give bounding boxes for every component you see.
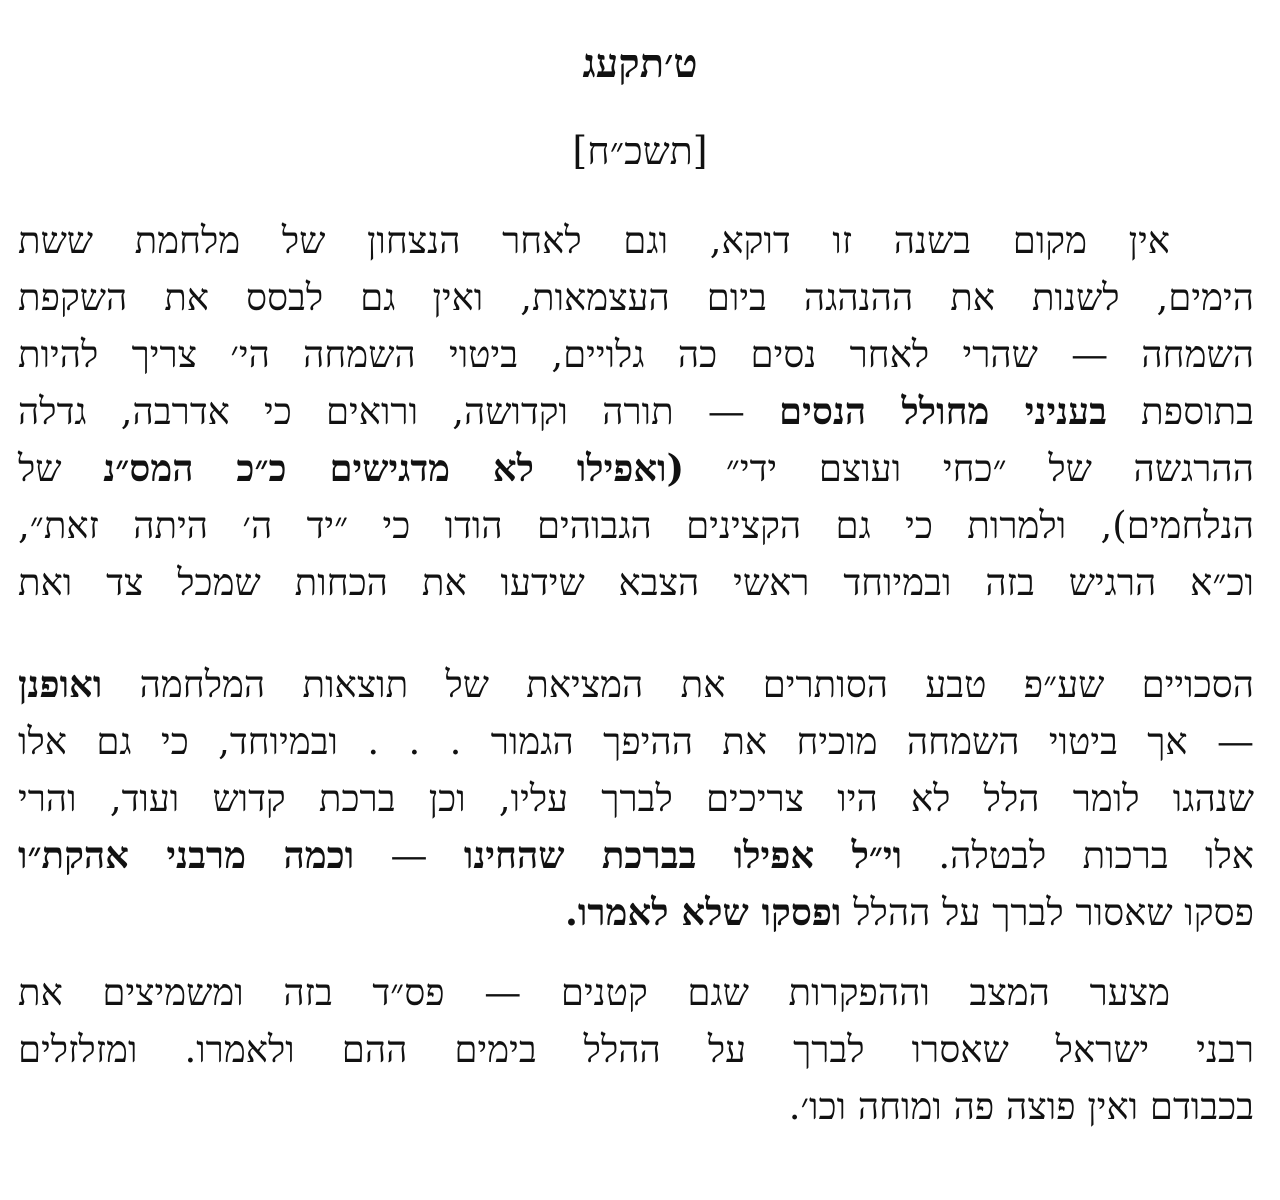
text-run: אלו ברכות לבטלה. xyxy=(902,834,1254,877)
text-line xyxy=(18,964,1254,1021)
text-run: שנהגו לומר הלל לא היו צריכים לברך עליו, וכן ברכת קדוש ועוד, והרי xyxy=(18,777,1254,820)
text-line xyxy=(18,884,1254,941)
text-run: ההרגשה של ״כחי ועוצם ידי״ xyxy=(684,447,1254,490)
text-line xyxy=(18,383,1254,440)
bold-text-run: וי״ל אפילו בברכת שהחינו xyxy=(463,833,903,877)
text-run: וכ״א הרגיש בזה ובמיוחד ראשי הצבא שידעו את הכחות שמכל צד ואת xyxy=(18,561,1254,604)
text-line xyxy=(18,326,1254,383)
text-run: פסקו שאסור לברך על ההלל xyxy=(841,891,1254,934)
paragraph-2 xyxy=(18,656,1254,941)
paragraph-1 xyxy=(18,212,1254,611)
text-line xyxy=(18,440,1254,497)
text-run: — אך ביטוי השמחה מוכיח את ההיפך הגמור . . . ובמיוחד, כי גם אלו xyxy=(18,720,1254,763)
bold-text-run: וכמה מרבני אהקת״ו xyxy=(18,833,355,877)
text-run: מצער המצב וההפקרות שגם קטנים — פס״ד בזה ומשמיצים את xyxy=(18,971,1170,1014)
text-run: אין מקום בשנה זו דוקא, וגם לאחר הנצחון של מלחמת ששת xyxy=(18,219,1170,262)
text-line xyxy=(18,212,1254,269)
text-line xyxy=(18,497,1254,554)
bold-text-run: (ואפילו לא מדגישים כ״כ המס״נ xyxy=(103,446,685,490)
bold-text-run: ופסקו שלא לאמרו. xyxy=(565,890,842,934)
text-line xyxy=(18,269,1254,326)
text-line xyxy=(18,554,1254,611)
document-subtitle: [תשכ״ח] xyxy=(572,129,708,173)
text-run: רבני ישראל שאסרו לברך על ההלל בימים ההם ולאמרו. ומזלזלים xyxy=(18,1028,1254,1071)
bold-text-run: ואופנן xyxy=(18,662,103,706)
text-run: הסכויים שע״פ טבע הסותרים את המציאת של תוצאות המלחמה xyxy=(102,663,1254,706)
text-run: הימים, לשנות את ההנהגה ביום העצמאות, ואין גם לבסס את השקפת xyxy=(18,276,1254,319)
text-run: הנלחמים), ולמרות כי גם הקצינים הגבוהים הודו כי ״יד ה׳ היתה זאת״, xyxy=(18,504,1254,547)
bold-text-run: בעניני מחולל הנסים xyxy=(779,389,1107,433)
text-line xyxy=(18,770,1254,827)
text-line xyxy=(18,656,1254,713)
text-run: — תורה וקדושה, ורואים כי אדרבה, גדלה xyxy=(18,390,780,433)
text-line xyxy=(18,713,1254,770)
document-title: ט׳תקעג xyxy=(582,40,698,87)
text-line xyxy=(18,827,1254,884)
paragraph-3 xyxy=(18,964,1254,1135)
text-run: השמחה — שהרי לאחר נסים כה גלויים, ביטוי השמחה הי׳ צריך להיות xyxy=(18,333,1254,376)
text-run: — xyxy=(354,834,464,877)
text-run: של xyxy=(18,447,104,490)
text-run: בכבודם ואין פוצה פה ומוחה וכו׳. xyxy=(788,1085,1254,1128)
text-line xyxy=(18,1078,1254,1135)
text-run: בתוספת xyxy=(1106,390,1254,433)
text-line xyxy=(18,1021,1254,1078)
